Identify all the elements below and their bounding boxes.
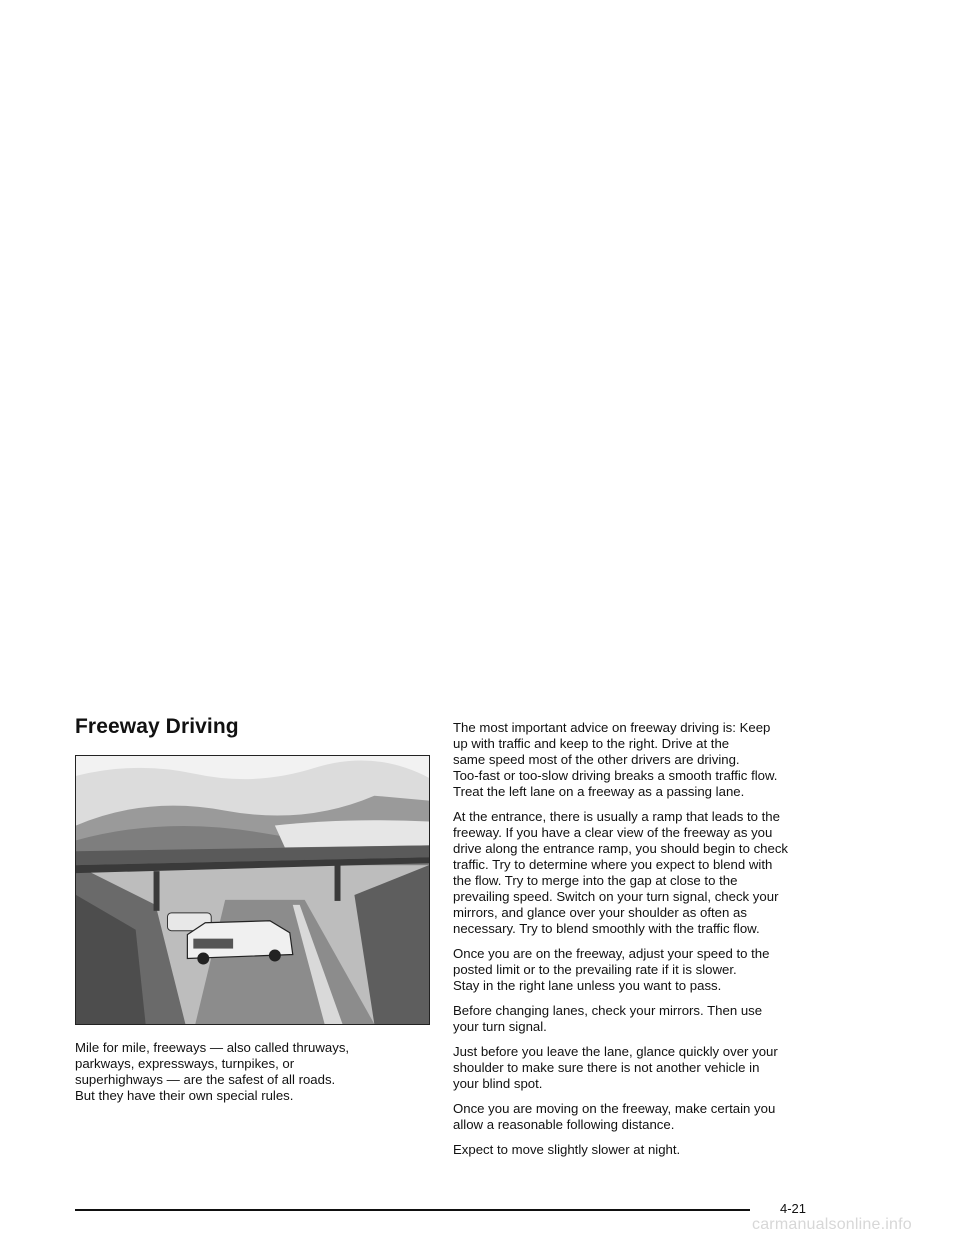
footer-rule — [75, 1209, 750, 1211]
advice-paragraph: Just before you leave the lane, glance quickly over your shoulder to make sure there is not another vehicle in your blind spot. — [453, 1044, 778, 1091]
advice-column — [453, 720, 818, 1167]
watermark: carmanualsonline.info — [752, 1216, 912, 1233]
advice-paragraph: Before changing lanes, check your mirrors. Then use your turn signal. — [453, 1003, 763, 1034]
advice-paragraph: Once you are moving on the freeway, make certain you allow a reasonable following distance. — [453, 1101, 776, 1132]
advice-paragraph: At the entrance, there is usually a ramp that leads to the freeway. If you have a clear view of the freeway as you drive along the entrance ramp, you should begin to check traffic. Try to determine where you expect to blend with the flow. Try to merge into the gap at close to the prevailing speed. Switch on your turn signal, check your mirrors, and glance over your shoulder as often as necessary. Try to blend smoothly with the traffic flow. — [453, 809, 789, 936]
advice-paragraph: Once you are on the freeway, adjust your speed to the posted limit or to the prevailing rate if it is slower. Stay in the right lane unless you want to pass. — [453, 946, 770, 993]
advice-paragraph: Expect to move slightly slower at night. — [453, 1142, 681, 1157]
freeway-illustration — [75, 755, 430, 1025]
page-number: 4-21 — [780, 1201, 807, 1216]
intro-paragraph: Mile for mile, freeways — also called thruways, parkways, expressways, turnpikes, or superhighways — are the safest of all roads. But they have their own special rules. — [75, 1040, 350, 1103]
section-title: Freeway Driving — [75, 715, 239, 738]
advice-paragraph: The most important advice on freeway driving is: Keep up with traffic and keep to the right. Drive at the same speed most of the other drivers are driving. Too-fast or too-slow driving breaks a smooth traffic flow. Treat the left lane on a freeway as a passing lane. — [453, 720, 778, 799]
freeway-overpass-image — [76, 756, 429, 1024]
intro-column — [75, 1040, 425, 1113]
